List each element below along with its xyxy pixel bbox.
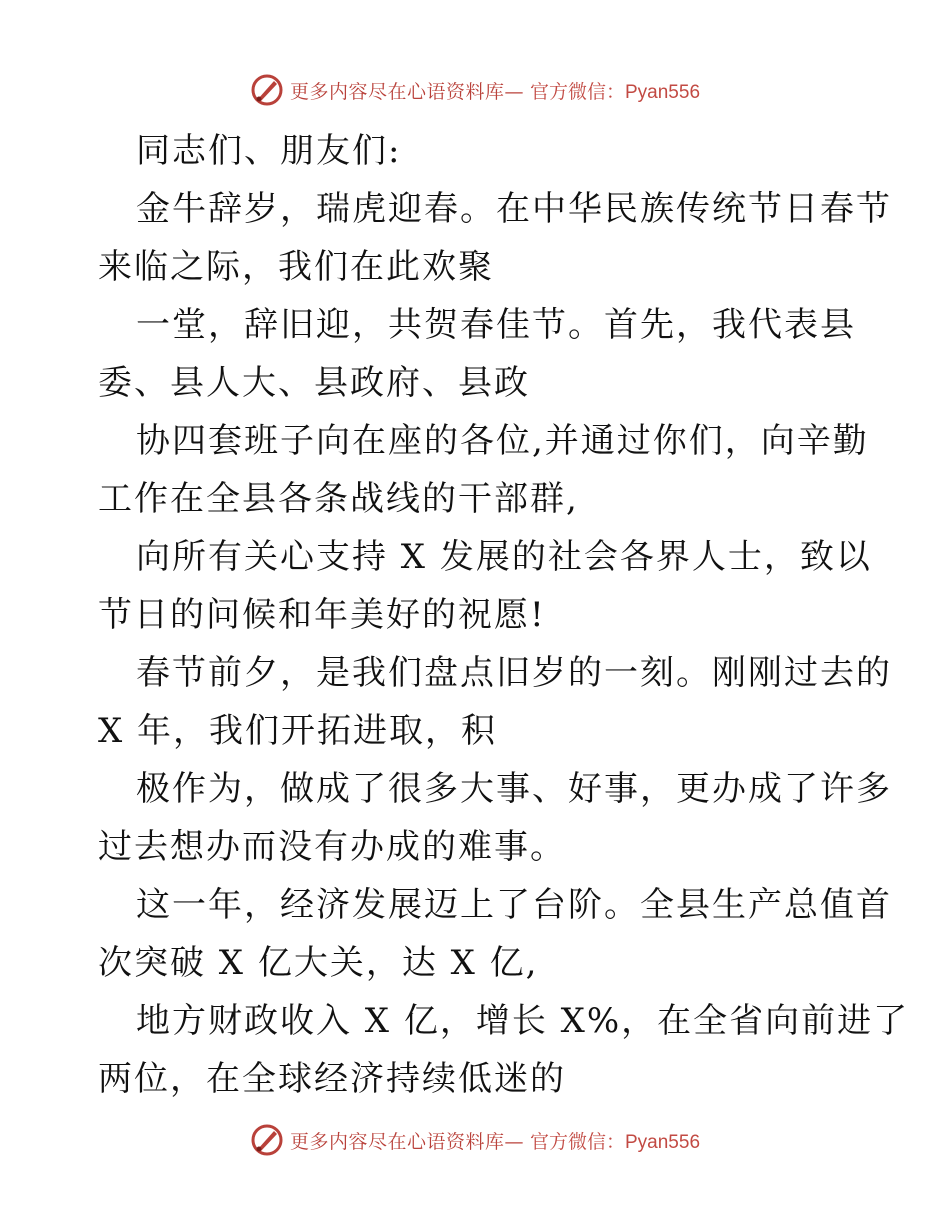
header-watermark (0, 70, 950, 110)
text-line: 地方财政收入 X 亿，增长 X%，在全省向前进了 (136, 1001, 910, 1041)
watermark-text: 更多内容尽在心语资料库— (289, 80, 524, 103)
text-line: 次突破 X 亿大关，达 X 亿, (98, 943, 539, 983)
text-line: 极作为，做成了很多大事、好事，更办成了许多 (136, 769, 892, 809)
text-line: 工作在全县各条战线的干部群, (98, 479, 579, 519)
watermark-text: 更多内容尽在心语资料库— (289, 1130, 524, 1153)
text-line: 协四套班子向在座的各位,并通过你们，向辛勤 (136, 421, 869, 461)
text-line: 一堂，辞旧迎，共贺春佳节。首先，我代表县 (136, 305, 856, 345)
text-line: 向所有关心支持 X 发展的社会各界人士，致以 (136, 537, 872, 577)
text-line: 这一年，经济发展迈上了台阶。全县生产总值首 (136, 885, 892, 925)
text-line: 春节前夕，是我们盘点旧岁的一刻。刚刚过去的 (136, 653, 892, 693)
text-line: 两位，在全球经济持续低迷的 (98, 1059, 566, 1099)
quill-pen-logo-icon (250, 73, 284, 107)
text-line: 节日的问候和年美好的祝愿! (98, 595, 546, 635)
quill-pen-logo-icon (250, 1123, 284, 1157)
document-body (98, 122, 910, 1108)
footer-watermark (0, 1120, 950, 1160)
text-line: 来临之际，我们在此欢聚 (98, 247, 494, 287)
watermark-wechat: 官方微信：Pyan556 (530, 81, 701, 103)
text-line: 同志们、朋友们: (136, 131, 402, 171)
text-line: 过去想办而没有办成的难事。 (98, 827, 566, 867)
text-line: 金牛辞岁，瑞虎迎春。在中华民族传统节日春节 (136, 189, 892, 229)
text-line: 委、县人大、县政府、县政 (98, 363, 530, 403)
watermark-wechat: 官方微信：Pyan556 (530, 1131, 701, 1153)
text-line: X 年，我们开拓进取，积 (98, 711, 498, 751)
